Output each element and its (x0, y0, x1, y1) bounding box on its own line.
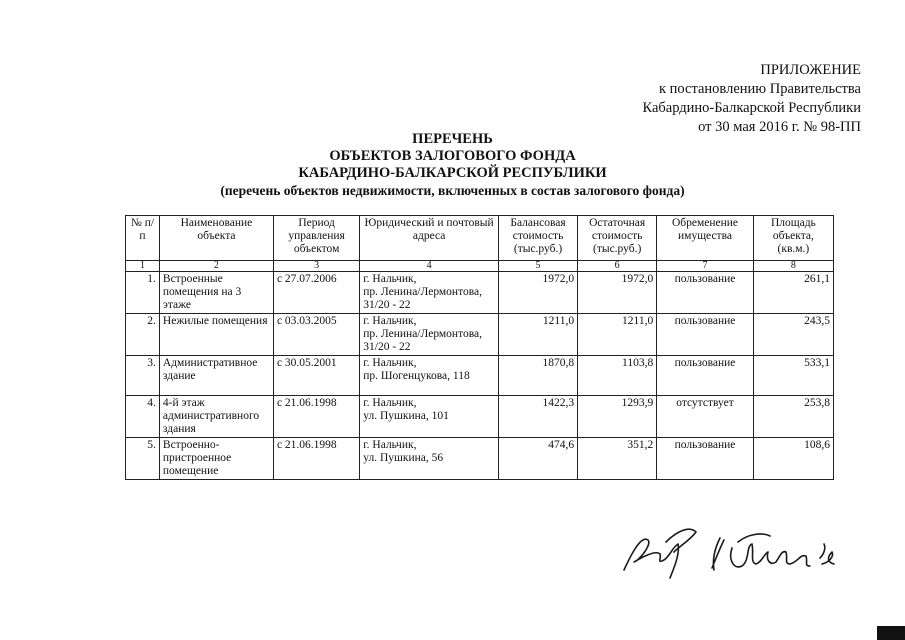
cell-period: с 27.07.2006 (273, 272, 359, 314)
cell-balance: 474,6 (498, 438, 577, 480)
annex-label: ПРИЛОЖЕНИЕ (760, 62, 861, 78)
table-row (126, 396, 834, 438)
scan-corner-mark (877, 626, 905, 640)
address-line: г. Нальчик, (363, 439, 417, 451)
cell-period: с 21.06.1998 (273, 438, 359, 480)
column-number: 4 (360, 261, 499, 272)
address-line: 31/20 - 22 (363, 299, 411, 311)
cell-balance: 1870,8 (498, 356, 577, 396)
cell-number: 5. (126, 438, 160, 480)
cell-name: Административное здание (159, 356, 273, 396)
header-number: № п/п (126, 216, 160, 261)
cell-encumbrance: пользование (657, 314, 754, 356)
header-residual: Остаточная стоимость (тыс.руб.) (578, 216, 657, 261)
header-name: Наименование объекта (159, 216, 273, 261)
table-header-row (126, 216, 834, 261)
cell-area: 261,1 (753, 272, 833, 314)
address-line: 31/20 - 22 (363, 341, 411, 353)
cell-name: 4-й этаж административного здания (159, 396, 273, 438)
table-row (126, 356, 834, 396)
cell-name: Нежилые помещения (159, 314, 273, 356)
column-number: 8 (753, 261, 833, 272)
address-line: г. Нальчик, (363, 273, 417, 285)
cell-address (360, 314, 499, 356)
title-republic: КАБАРДИНО-БАЛКАРСКОЙ РЕСПУБЛИКИ (298, 165, 607, 181)
address-line: ул. Пушкина, 56 (363, 452, 444, 464)
address-line: пр. Ленина/Лермонтова, (363, 286, 482, 298)
column-number: 1 (126, 261, 160, 272)
cell-period: с 03.03.2005 (273, 314, 359, 356)
address-line: г. Нальчик, (363, 397, 417, 409)
cell-encumbrance: пользование (657, 438, 754, 480)
cell-number: 2. (126, 314, 160, 356)
cell-encumbrance: отсутствует (657, 396, 754, 438)
annex-republic: Кабардино-Балкарской Республики (642, 100, 861, 116)
header-encumbrance: Обременение имущества (657, 216, 754, 261)
address-line: пр. Ленина/Лермонтова, (363, 328, 482, 340)
document-title (0, 131, 905, 199)
column-number: 7 (657, 261, 754, 272)
column-number-row (126, 261, 834, 272)
cell-number: 3. (126, 356, 160, 396)
header-balance: Балансовая стоимость (тыс.руб.) (498, 216, 577, 261)
annex-resolution-ref: к постановлению Правительства (659, 81, 861, 97)
annex-note (642, 61, 861, 137)
cell-address (360, 356, 499, 396)
cell-encumbrance: пользование (657, 356, 754, 396)
cell-residual: 351,2 (578, 438, 657, 480)
signature-icon (620, 518, 850, 586)
address-line: ул. Пушкина, 101 (363, 410, 449, 422)
cell-address (360, 438, 499, 480)
header-address: Юридический и почтовый адреса (360, 216, 499, 261)
address-line: г. Нальчик, (363, 315, 417, 327)
cell-balance: 1211,0 (498, 314, 577, 356)
column-number: 2 (159, 261, 273, 272)
cell-balance: 1422,3 (498, 396, 577, 438)
cell-area: 108,6 (753, 438, 833, 480)
column-number: 3 (273, 261, 359, 272)
cell-number: 4. (126, 396, 160, 438)
title-subtitle: (перечень объектов недвижимости, включенных в состав залогового фонда) (220, 183, 685, 198)
column-number: 6 (578, 261, 657, 272)
cell-name: Встроенно-пристроенное помещение (159, 438, 273, 480)
title-list: ПЕРЕЧЕНЬ (412, 131, 493, 147)
annex-date: от 30 мая 2016 г. № 98-ПП (698, 119, 861, 135)
property-table (125, 215, 834, 480)
cell-residual: 1103,8 (578, 356, 657, 396)
table-row (126, 438, 834, 480)
cell-area: 243,5 (753, 314, 833, 356)
cell-period: с 21.06.1998 (273, 396, 359, 438)
cell-area: 253,8 (753, 396, 833, 438)
column-number: 5 (498, 261, 577, 272)
address-line: пр. Шогенцукова, 118 (363, 370, 470, 382)
cell-number: 1. (126, 272, 160, 314)
table-row (126, 272, 834, 314)
header-period: Период управления объектом (273, 216, 359, 261)
address-line: г. Нальчик, (363, 357, 417, 369)
cell-residual: 1293,9 (578, 396, 657, 438)
cell-name: Встроенные помещения на 3 этаже (159, 272, 273, 314)
cell-balance: 1972,0 (498, 272, 577, 314)
title-objects: ОБЪЕКТОВ ЗАЛОГОВОГО ФОНДА (329, 148, 576, 164)
cell-area: 533,1 (753, 356, 833, 396)
cell-period: с 30.05.2001 (273, 356, 359, 396)
cell-residual: 1211,0 (578, 314, 657, 356)
table-row (126, 314, 834, 356)
cell-encumbrance: пользование (657, 272, 754, 314)
cell-address (360, 396, 499, 438)
cell-residual: 1972,0 (578, 272, 657, 314)
header-area: Площадь объекта, (кв.м.) (753, 216, 833, 261)
cell-address (360, 272, 499, 314)
